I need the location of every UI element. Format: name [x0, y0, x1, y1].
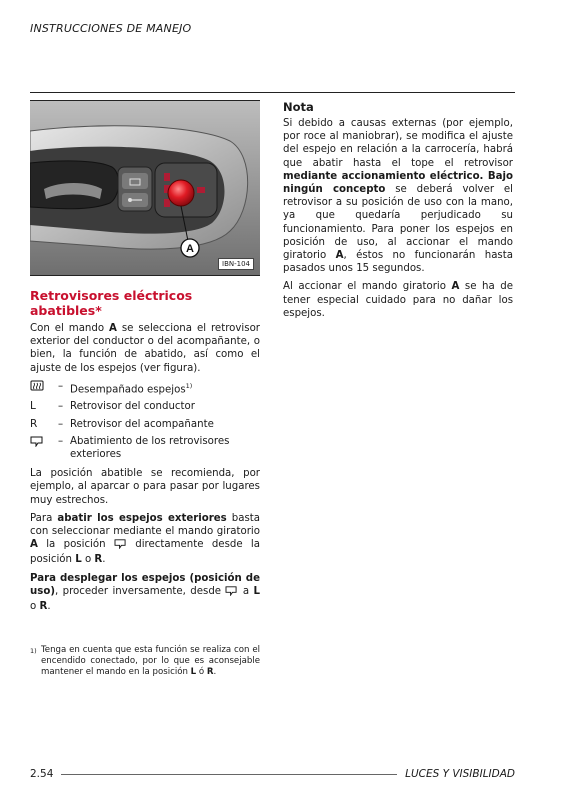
footer-rule: [61, 774, 397, 775]
legend-list: [30, 380, 260, 461]
fold-paragraph: Para abatir los espejos exteriores basta con seleccionar mediante el mando giratorio A la posición directamente desde la posición L o R.: [30, 512, 261, 566]
intro-paragraph: Con el mando A se selecciona el retrovisor exterior del conductor o del acompañante, o bien, la función de abatido, así como el ajuste de los espejos (ver figura).: [30, 323, 260, 374]
right-column: [283, 100, 513, 325]
top-rule: [30, 92, 515, 93]
note-paragraph-2: Al accionar el mando giratorio A se ha de tener especial cuidado para no dañar los espejos.: [283, 281, 513, 319]
note-paragraph-1: Si debido a causas externas (por ejemplo, por roce al maniobrar), se modifica el ajuste del espejo en relación a la carrocería, habrá que abatir hasta el tope el retrovisor mediante accionamiento eléctrico. Bajo ningún concepto se deberá volver el retrovisor a su posición de uso con la mano, ya que quedaría perjudicado su funcionamiento. Para poner los espejos en posición de uso, al accionar el mando giratorio A, éstos no funcionarán hasta pasados unos 15 segundos.: [283, 118, 513, 275]
footnote-text: Tenga en cuenta que esta función se realiza con el encendido conectado, por lo que es aconsejable mantener el mando en la posición L ó R.: [41, 645, 260, 677]
note-title: Nota: [283, 100, 314, 114]
legend-item-fold: – Abatimiento de los retrovisores exteriores: [30, 435, 260, 461]
page-number: 2.54: [30, 768, 54, 780]
footnote: [30, 645, 260, 678]
legend-item-passenger: R – Retrovisor del acompañante: [30, 417, 214, 430]
legend-item-defrost: – Desempañado espejos$^{1)}$: [30, 380, 260, 397]
door-panel-illustration: [30, 101, 260, 276]
legend-item-driver: L – Retrovisor del conductor: [30, 400, 195, 413]
figure-code: IBN-104: [218, 258, 254, 270]
fold-mirror-icon: [225, 585, 238, 600]
position-paragraph: La posición abatible se recomienda, por ejemplo, al aparcar o para pasar por lugares muy estrechos.: [30, 468, 260, 506]
door-control-figure: [30, 100, 260, 276]
defrost-icon: [30, 380, 46, 397]
section-title: Retrovisores eléctricos abatibles*: [30, 288, 193, 318]
left-column: [30, 100, 260, 618]
footnote-mark: 1): [30, 647, 37, 655]
footer-section-title: LUCES Y VISIBILIDAD: [405, 768, 515, 780]
figure-callout-a: A: [186, 243, 194, 255]
fold-mirror-icon: [30, 435, 46, 461]
unfold-paragraph: Para desplegar los espejos (posición de uso), proceder inversamente, desde a L o R.: [30, 572, 260, 613]
running-header: INSTRUCCIONES DE MANEJO: [30, 22, 192, 35]
fold-mirror-icon: [114, 538, 127, 553]
page-footer: [30, 768, 515, 780]
